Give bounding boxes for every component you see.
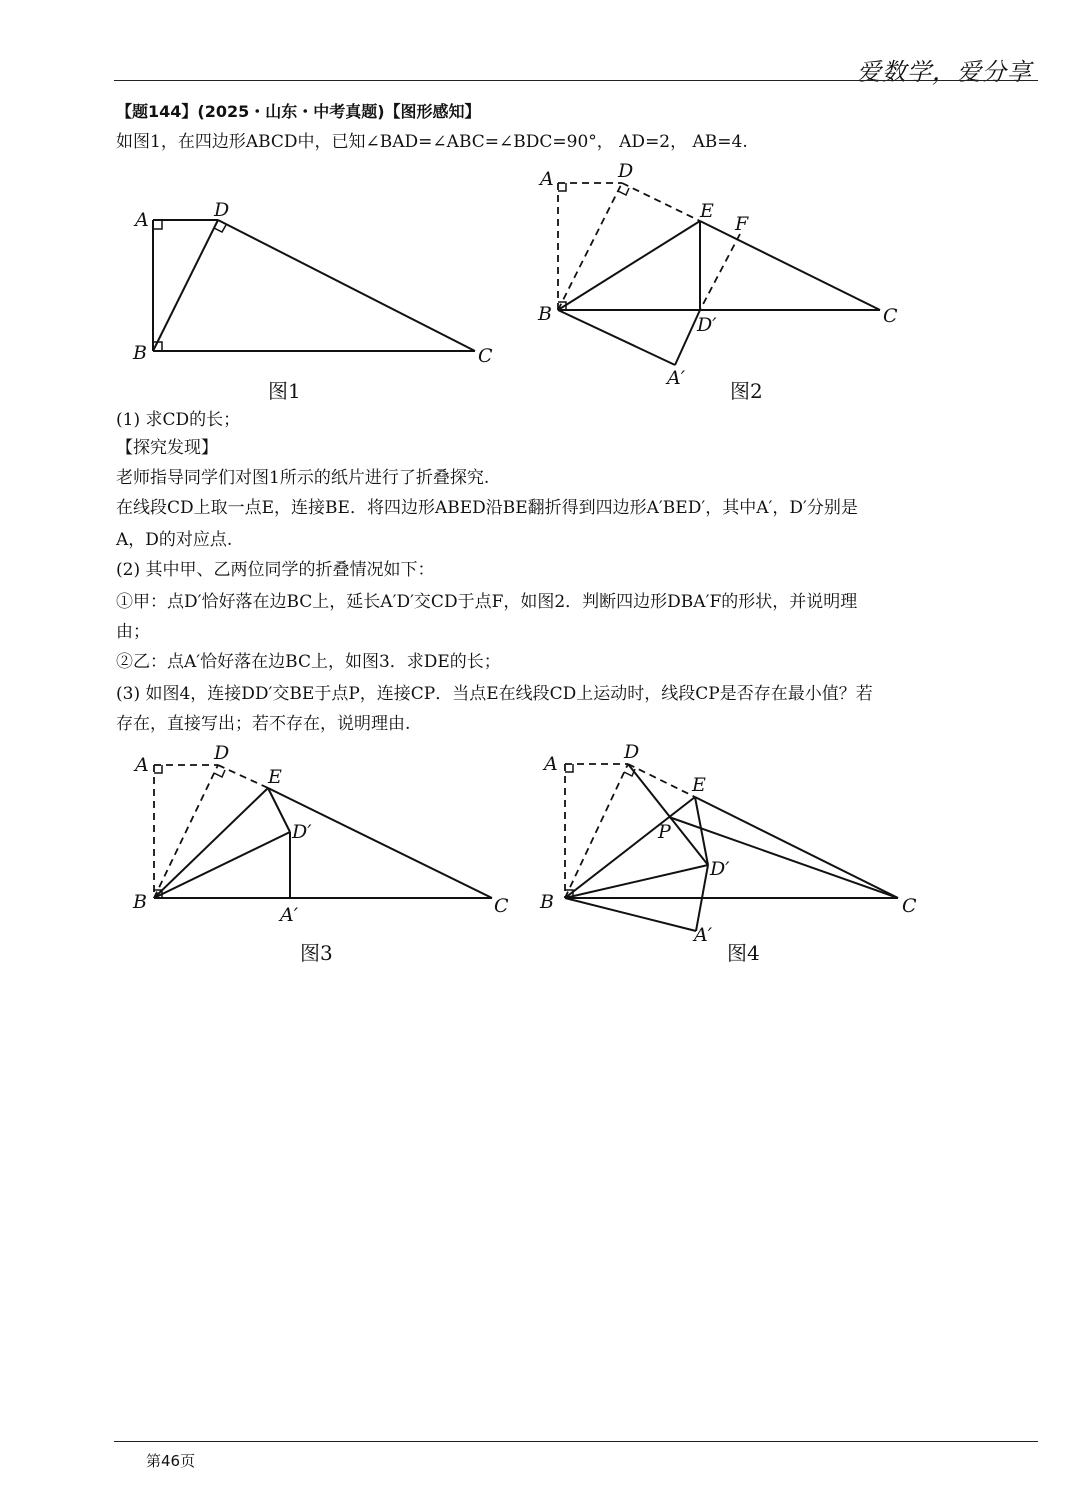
label-d: D (214, 742, 230, 764)
segment-bd-dashed (565, 764, 628, 898)
label-d: D (618, 160, 634, 182)
label-b: B (133, 342, 147, 364)
problem-title: 【题144】(2025・山东・中考真题)【图形感知】 (116, 102, 481, 121)
question-2a-line-2: 由； (116, 622, 150, 642)
label-a-prime: A′ (694, 924, 713, 946)
label-c: C (494, 895, 509, 917)
label-c: C (902, 895, 917, 917)
segment-be (154, 788, 268, 898)
label-p: P (658, 821, 671, 843)
question-3-line-1: (3) 如图4，连接DD′交BE于点P，连接CP．当点E在线段CD上运动时，线段CP是否存在最小值？若 (116, 684, 873, 704)
segment-bd-dashed (154, 765, 218, 898)
segment-de-dashed (622, 183, 700, 221)
figure-1 (120, 190, 520, 380)
label-b: B (133, 891, 147, 913)
figure-3-caption: 图3 (300, 941, 333, 965)
header-slogan: 爱数学，爱分享 (857, 58, 1032, 86)
segment-ec (700, 221, 880, 310)
right-angle-a (154, 765, 162, 773)
problem-intro: 如图1，在四边形ABCD中，已知∠BAD=∠ABC=∠BDC=90°， AD=2， AB=4. (116, 132, 748, 152)
label-d-prime: D′ (710, 858, 730, 880)
page-number: 第46页 (146, 1452, 196, 1470)
label-b: B (538, 303, 552, 325)
right-angle-d (214, 770, 225, 777)
label-d: D (214, 199, 230, 221)
label-e: E (700, 200, 714, 222)
segment-ec (695, 797, 898, 898)
segment-dc (218, 220, 475, 351)
segment-be (558, 221, 700, 310)
segment-de-dashed (628, 764, 695, 797)
segment-e-d-prime (268, 788, 290, 832)
question-2a-line-1: ①甲：点D′恰好落在边BC上，延长A′D′交CD于点F，如图2．判断四边形DBA′F的形状，并说明理 (116, 592, 858, 612)
explore-line-3: A，D的对应点. (116, 530, 233, 550)
explore-line-2: 在线段CD上取一点E，连接BE．将四边形ABED沿BE翻折得到四边形A′BED′，其中A′，D′分别是 (116, 498, 858, 518)
header-rule (114, 80, 1038, 81)
label-c: C (883, 305, 898, 327)
question-2b: ②乙：点A′恰好落在边BC上，如图3．求DE的长； (116, 652, 501, 672)
figure-3 (120, 740, 530, 930)
segment-de-dashed (218, 765, 268, 788)
label-a-prime: A′ (280, 904, 299, 926)
explore-line-1: 老师指导同学们对图1所示的纸片进行了折叠探究. (116, 468, 490, 488)
right-angle-a (558, 183, 566, 191)
label-a: A (544, 753, 558, 775)
segment-b-d-prime (154, 832, 290, 898)
figure-4 (530, 740, 930, 946)
segment-b-a-prime (558, 310, 675, 365)
segment-ec (268, 788, 492, 898)
label-e: E (692, 774, 706, 796)
label-a: A (135, 209, 149, 231)
explore-heading: 【探究发现】 (116, 438, 218, 458)
figure-4-caption: 图4 (727, 941, 760, 965)
segment-bd (153, 220, 218, 351)
segment-fd-prime-dashed (700, 234, 740, 310)
question-2: (2) 其中甲、乙两位同学的折叠情况如下： (116, 560, 435, 580)
segment-b-a-prime (565, 898, 696, 931)
figure-1-caption: 图1 (268, 379, 301, 403)
label-a: A (135, 754, 149, 776)
footer-rule (114, 1441, 1038, 1442)
label-c: C (478, 345, 493, 367)
label-b: B (540, 891, 554, 913)
label-a-prime: A′ (667, 367, 686, 389)
right-angle-a (565, 764, 573, 772)
question-1: (1) 求CD的长； (116, 410, 241, 430)
figure-2-caption: 图2 (730, 379, 763, 403)
label-f: F (735, 213, 749, 235)
label-a: A (540, 168, 554, 190)
figure-2 (530, 160, 920, 395)
label-d-prime: D′ (697, 314, 717, 336)
label-d-prime: D′ (292, 821, 312, 843)
label-e: E (268, 766, 282, 788)
question-3-line-2: 存在，直接写出；若不存在，说明理由. (116, 714, 411, 734)
label-d: D (624, 741, 640, 763)
right-angle-a (153, 220, 162, 229)
